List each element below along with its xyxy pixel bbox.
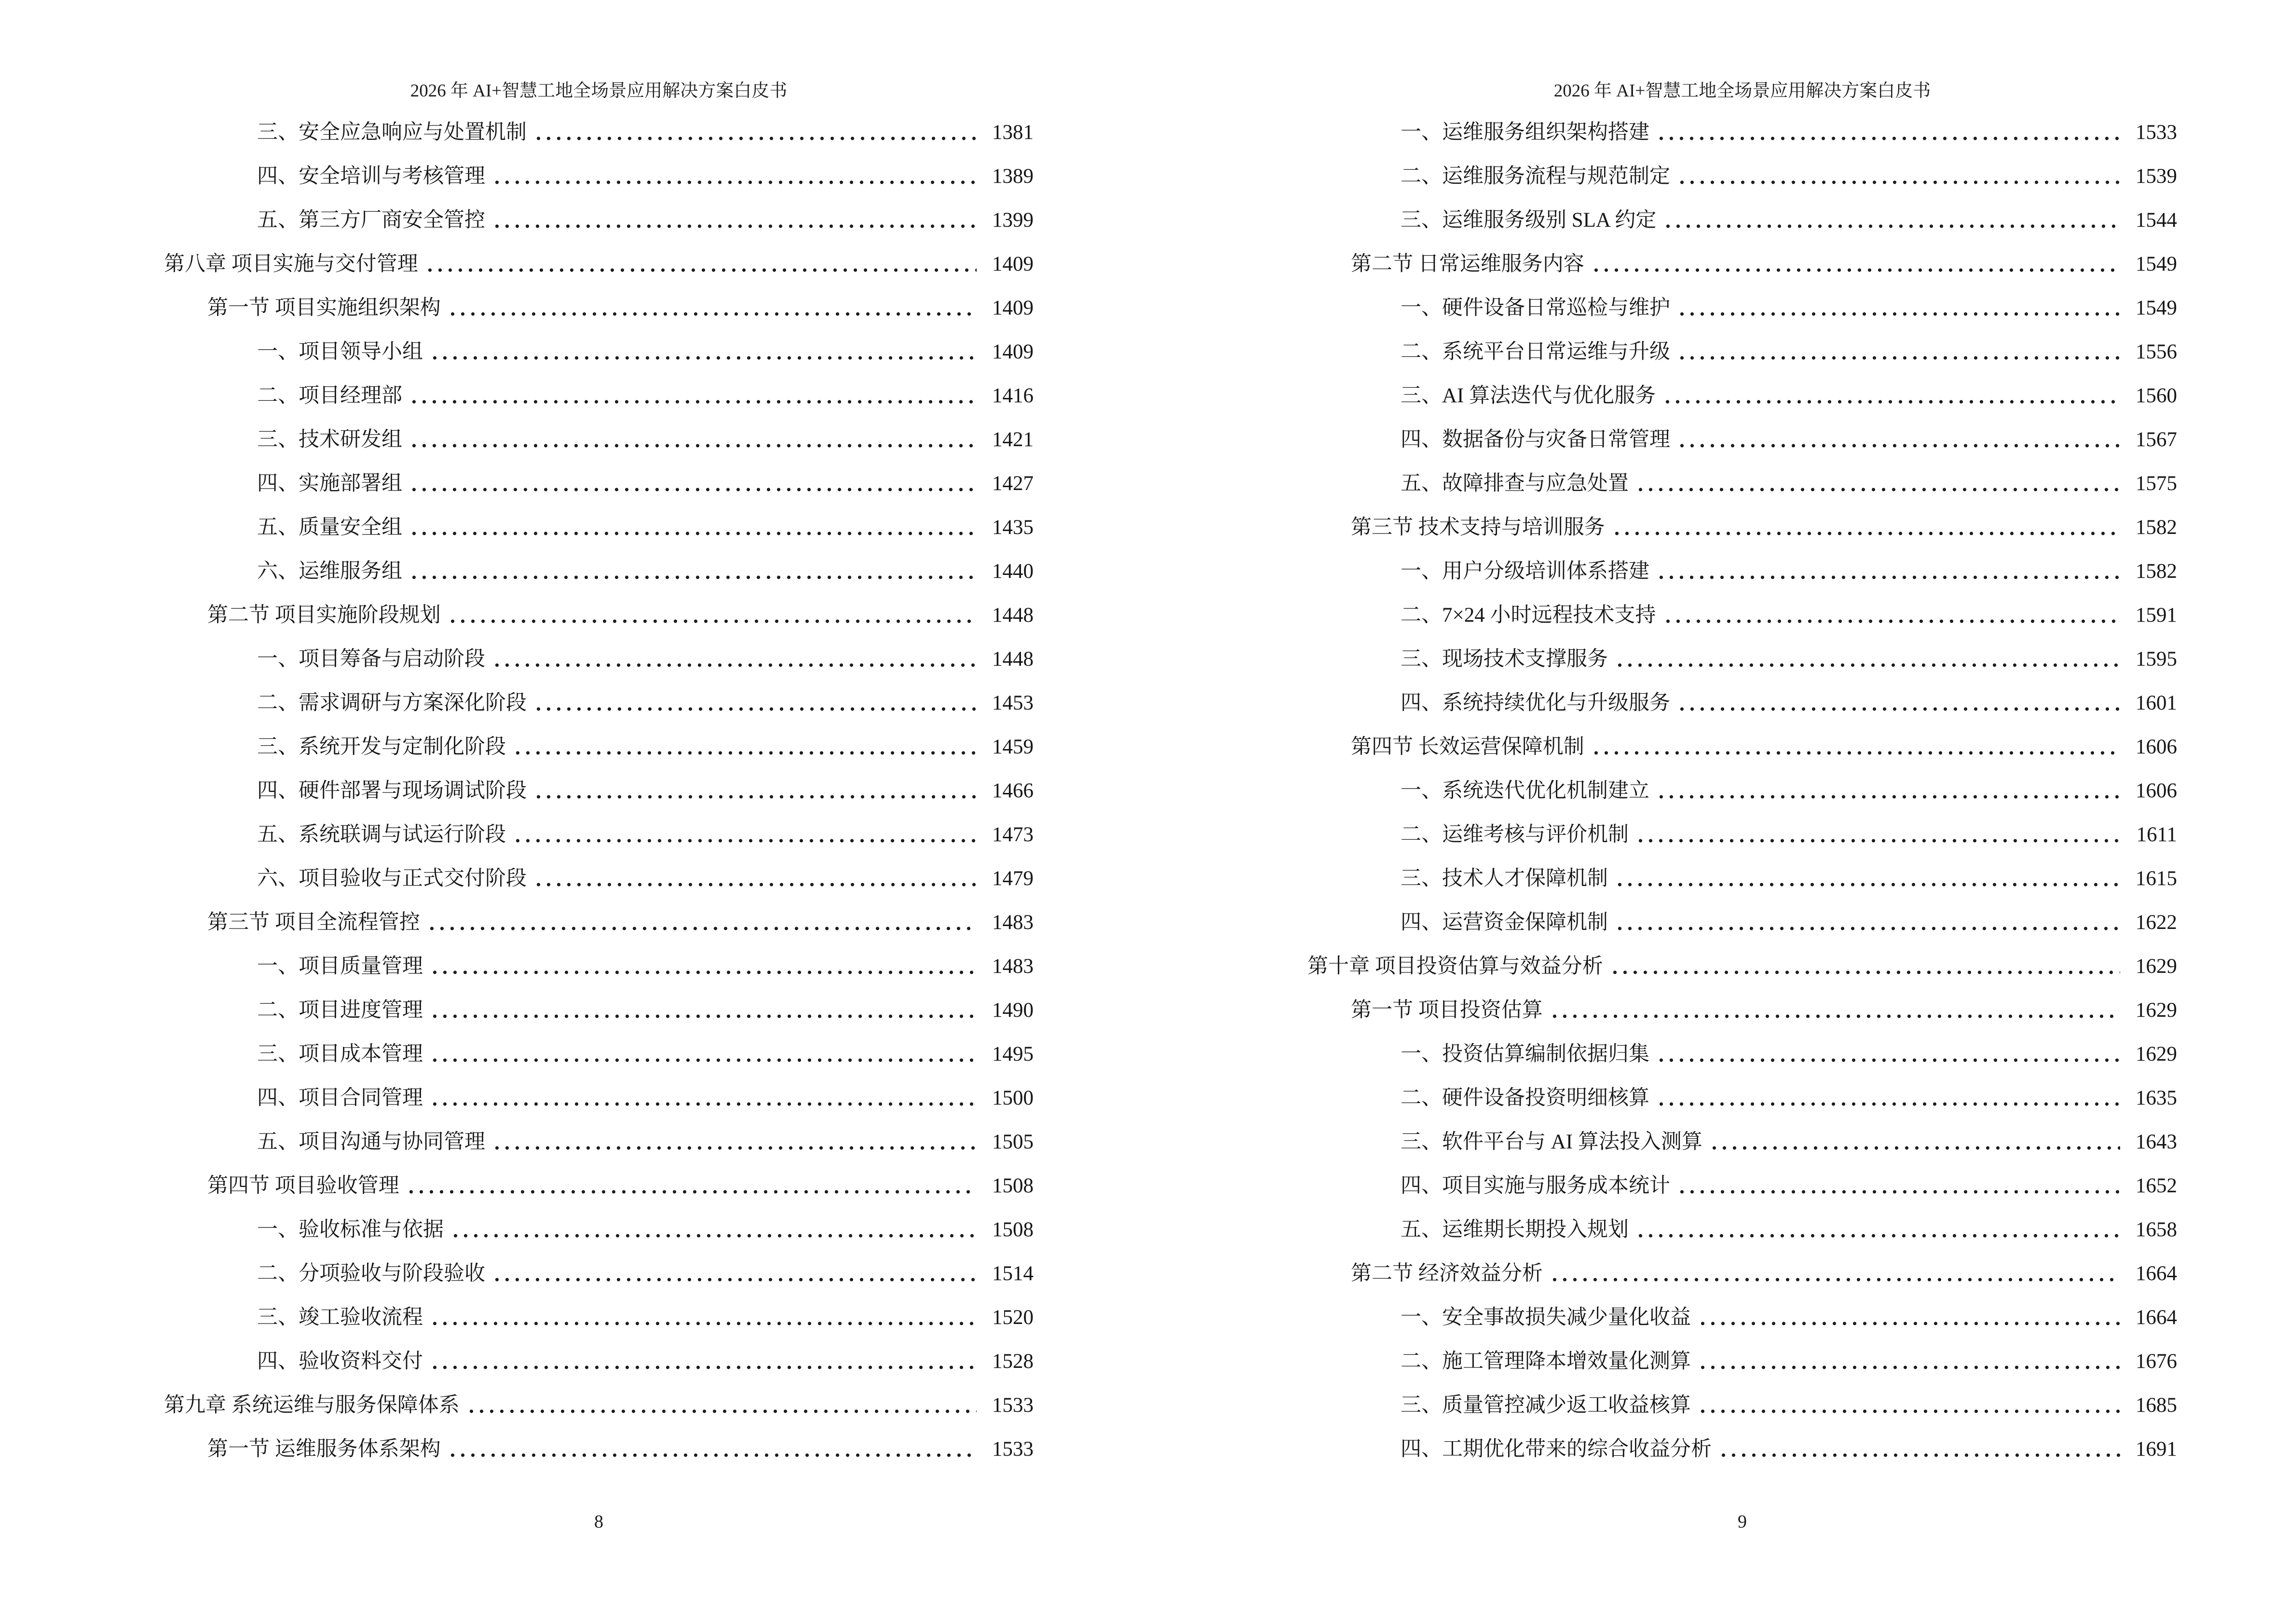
toc-entry-title: 第三节 技术支持与培训服务	[1351, 516, 1605, 539]
toc-entry-page: 1539	[2136, 165, 2177, 188]
toc-entry[interactable]	[1307, 100, 2177, 144]
toc-entry-page: 1440	[992, 560, 1034, 583]
toc-entry[interactable]	[1307, 583, 2177, 627]
toc-entry-title: 三、技术研发组	[257, 428, 402, 451]
toc-entry-page: 1533	[992, 1394, 1034, 1417]
dot-leader	[492, 1131, 977, 1153]
toc-entry[interactable]	[164, 144, 1034, 188]
toc-entry[interactable]	[1307, 188, 2177, 232]
toc-entry-page: 1549	[2136, 253, 2177, 275]
toc-entry-title: 二、项目经理部	[257, 384, 402, 407]
toc-entry-title: 五、运维期长期投入规划	[1401, 1218, 1629, 1241]
toc-entry-title: 四、系统持续优化与升级服务	[1401, 692, 1670, 714]
dot-leader	[425, 253, 977, 275]
toc-entry-title: 四、验收资料交付	[257, 1350, 423, 1373]
toc-entry[interactable]	[164, 890, 1034, 934]
dot-leader	[1550, 1263, 2120, 1285]
toc-entry[interactable]	[164, 275, 1034, 319]
toc-entry-page: 1466	[992, 779, 1034, 802]
toc-entry[interactable]	[1307, 1109, 2177, 1153]
toc-entry-title: 一、硬件设备日常巡检与维护	[1401, 297, 1670, 319]
toc-entry[interactable]	[164, 1153, 1034, 1197]
toc-entry[interactable]	[164, 363, 1034, 407]
dot-leader	[492, 1263, 977, 1285]
toc-entry-title: 二、需求调研与方案深化阶段	[257, 692, 527, 714]
toc-entry-title: 一、项目领导小组	[257, 341, 423, 363]
toc-entry-page: 1664	[2136, 1306, 2177, 1329]
toc-entry-title: 第九章 系统运维与服务保障体系	[164, 1394, 460, 1417]
toc-entry-title: 一、安全事故损失减少量化收益	[1401, 1306, 1691, 1329]
toc-entry[interactable]	[164, 670, 1034, 714]
dot-leader	[1698, 1394, 2120, 1417]
toc-entry-title: 第二节 日常运维服务内容	[1351, 253, 1584, 275]
toc-entry-page: 1533	[992, 1438, 1034, 1460]
toc-entry-page: 1582	[2136, 516, 2177, 539]
toc-entry-title: 三、现场技术支撑服务	[1401, 648, 1608, 670]
toc-entry-title: 第三节 项目全流程管控	[207, 911, 420, 934]
toc-entry[interactable]	[164, 758, 1034, 802]
toc-entry[interactable]	[1307, 978, 2177, 1022]
toc-entry[interactable]	[164, 1241, 1034, 1285]
toc-entry-page: 1615	[2136, 867, 2177, 890]
toc-entry-page: 1658	[2136, 1218, 2177, 1241]
toc-entry-title: 二、运维服务流程与规范制定	[1401, 165, 1670, 188]
page-number: 9	[1738, 1512, 1747, 1532]
dot-leader	[430, 1043, 977, 1065]
dot-leader	[430, 955, 977, 978]
toc-entry-title: 四、实施部署组	[257, 472, 402, 495]
toc-entry-page: 1685	[2136, 1394, 2177, 1417]
toc-entry-page: 1606	[2136, 736, 2177, 758]
toc-entry-title: 第八章 项目实施与交付管理	[164, 253, 418, 275]
toc-entry[interactable]	[1307, 495, 2177, 539]
toc-entry-page: 1691	[2136, 1438, 2177, 1460]
toc-entry-title: 二、系统平台日常运维与升级	[1401, 341, 1670, 363]
dot-leader	[1656, 1043, 2120, 1065]
toc-entry[interactable]	[164, 714, 1034, 758]
toc-entry-page: 1409	[992, 253, 1034, 275]
toc-entry-title: 第二节 项目实施阶段规划	[207, 604, 441, 627]
toc-entry[interactable]	[1307, 144, 2177, 188]
toc-entry[interactable]	[164, 583, 1034, 627]
toc-entry-page: 1459	[992, 736, 1034, 758]
dot-leader	[1677, 429, 2120, 451]
toc-entry[interactable]	[1307, 1022, 2177, 1065]
toc-entry-page: 1490	[992, 999, 1034, 1022]
toc-entry-title: 五、故障排查与应急处置	[1401, 472, 1629, 495]
toc-entry-page: 1528	[992, 1350, 1034, 1373]
toc-entry[interactable]	[164, 978, 1034, 1022]
toc-entry[interactable]	[1307, 1285, 2177, 1329]
toc-entry[interactable]	[1307, 934, 2177, 978]
toc-entry[interactable]	[1307, 1153, 2177, 1197]
dot-leader	[1656, 780, 2120, 802]
toc-entry-page: 1416	[992, 384, 1034, 407]
dot-leader	[466, 1394, 977, 1417]
toc-entry-page: 1483	[992, 911, 1034, 934]
dot-leader	[409, 560, 977, 583]
dot-leader	[1709, 1131, 2120, 1153]
dot-leader	[1635, 1219, 2120, 1241]
toc-entry-page: 1629	[2136, 1043, 2177, 1065]
toc-entry[interactable]	[1307, 319, 2177, 363]
toc-entry[interactable]	[1307, 451, 2177, 495]
dot-leader	[1698, 1351, 2120, 1373]
toc-entry[interactable]	[1307, 802, 2177, 846]
toc-entry-page: 1606	[2136, 779, 2177, 802]
toc-entry-page: 1508	[992, 1218, 1034, 1241]
dot-leader	[406, 1175, 977, 1197]
toc-entry-page: 1389	[992, 165, 1034, 188]
toc-entry-title: 第四节 项目验收管理	[207, 1174, 399, 1197]
toc-entry-page: 1635	[2136, 1087, 2177, 1109]
toc-entry[interactable]	[1307, 890, 2177, 934]
toc-entry[interactable]	[164, 232, 1034, 275]
dot-leader	[1610, 955, 2120, 978]
toc-entry-title: 五、第三方厂商安全管控	[257, 209, 485, 232]
toc-entry-title: 一、投资估算编制依据归集	[1401, 1043, 1649, 1065]
toc-entry-page: 1473	[992, 823, 1034, 846]
toc-entry-page: 1611	[2136, 823, 2177, 846]
toc-entry-title: 六、运维服务组	[257, 560, 402, 583]
page-number: 8	[594, 1512, 603, 1532]
dot-leader	[430, 1087, 977, 1109]
dot-leader	[409, 473, 977, 495]
toc-entry-page: 1591	[2136, 604, 2177, 627]
running-header: 2026 年 AI+智慧工地全场景应用解决方案白皮书	[1553, 81, 1931, 101]
dot-leader	[1635, 473, 2120, 495]
toc-entry-title: 第四节 长效运营保障机制	[1351, 736, 1584, 758]
toc-entry-title: 五、项目沟通与协同管理	[257, 1131, 485, 1153]
dot-leader	[450, 1219, 977, 1241]
toc-entry-title: 二、运维考核与评价机制	[1401, 823, 1629, 846]
toc-entry-page: 1575	[2136, 472, 2177, 495]
dot-leader	[533, 780, 977, 802]
toc-entry[interactable]	[1307, 232, 2177, 275]
dot-leader	[1656, 1087, 2120, 1109]
dot-leader	[513, 736, 977, 758]
toc-entry[interactable]	[164, 1373, 1034, 1417]
toc-entry-title: 第一节 项目投资估算	[1351, 999, 1543, 1022]
toc-entry-title: 一、用户分级培训体系搭建	[1401, 560, 1649, 583]
toc-entry[interactable]	[164, 539, 1034, 583]
toc-entry-title: 四、数据备份与灾备日常管理	[1401, 428, 1670, 451]
toc-entry-title: 四、硬件部署与现场调试阶段	[257, 779, 527, 802]
dot-leader	[1656, 560, 2120, 583]
toc-entry[interactable]	[164, 188, 1034, 232]
toc-entry[interactable]	[164, 319, 1034, 363]
toc-entry-page: 1601	[2136, 692, 2177, 714]
dot-leader	[492, 165, 977, 188]
dot-leader	[1698, 1307, 2120, 1329]
toc-list	[164, 100, 1034, 1460]
toc-entry-title: 一、项目筹备与启动阶段	[257, 648, 485, 670]
toc-entry-page: 1544	[2136, 209, 2177, 232]
toc-entry[interactable]	[1307, 1329, 2177, 1373]
dot-leader	[1663, 604, 2120, 627]
toc-entry-page: 1500	[992, 1087, 1034, 1109]
toc-entry-page: 1483	[992, 955, 1034, 978]
dot-leader	[448, 604, 977, 627]
toc-entry[interactable]	[1307, 627, 2177, 670]
toc-entry-page: 1381	[992, 121, 1034, 144]
toc-entry-title: 三、AI 算法迭代与优化服务	[1401, 384, 1656, 407]
toc-entry-page: 1582	[2136, 560, 2177, 583]
toc-entry-title: 三、安全应急响应与处置机制	[257, 121, 527, 144]
toc-entry[interactable]	[1307, 275, 2177, 319]
toc-entry-title: 三、项目成本管理	[257, 1043, 423, 1065]
dot-leader	[1718, 1438, 2120, 1460]
toc-entry[interactable]	[164, 451, 1034, 495]
dot-leader	[533, 122, 977, 144]
toc-entry-page: 1652	[2136, 1174, 2177, 1197]
toc-entry-title: 二、项目进度管理	[257, 999, 423, 1022]
toc-entry-title: 二、7×24 小时远程技术支持	[1401, 604, 1656, 627]
dot-leader	[533, 868, 977, 890]
dot-leader	[492, 209, 977, 232]
toc-entry-title: 四、工期优化带来的综合收益分析	[1401, 1438, 1712, 1460]
toc-entry-page: 1514	[992, 1262, 1034, 1285]
dot-leader	[448, 1438, 977, 1460]
toc-entry-page: 1399	[992, 209, 1034, 232]
toc-entry[interactable]	[1307, 363, 2177, 407]
toc-entry-title: 二、施工管理降本增效量化测算	[1401, 1350, 1691, 1373]
toc-entry[interactable]	[164, 1417, 1034, 1460]
toc-entry-title: 四、运营资金保障机制	[1401, 911, 1608, 934]
dot-leader	[1677, 341, 2120, 363]
dot-leader	[409, 429, 977, 451]
toc-entry[interactable]	[164, 627, 1034, 670]
dot-leader	[1635, 824, 2121, 846]
toc-entry-title: 三、软件平台与 AI 算法投入测算	[1401, 1131, 1702, 1153]
toc-entry[interactable]	[164, 1065, 1034, 1109]
dot-leader	[1677, 165, 2120, 188]
toc-entry-page: 1421	[992, 428, 1034, 451]
toc-entry-page: 1629	[2136, 955, 2177, 978]
toc-entry-page: 1676	[2136, 1350, 2177, 1373]
toc-entry[interactable]	[164, 846, 1034, 890]
dot-leader	[448, 297, 977, 319]
toc-entry-page: 1643	[2136, 1131, 2177, 1153]
toc-entry[interactable]	[1307, 846, 2177, 890]
toc-entry-title: 一、运维服务组织架构搭建	[1401, 121, 1649, 144]
toc-entry[interactable]	[164, 1109, 1034, 1153]
toc-entry[interactable]	[1307, 1241, 2177, 1285]
toc-entry-page: 1595	[2136, 648, 2177, 670]
toc-entry[interactable]	[1307, 1197, 2177, 1241]
toc-entry-title: 五、质量安全组	[257, 516, 402, 539]
dot-leader	[409, 517, 977, 539]
toc-entry[interactable]	[1307, 758, 2177, 802]
toc-entry[interactable]	[1307, 1065, 2177, 1109]
dot-leader	[430, 1307, 977, 1329]
toc-entry[interactable]	[1307, 714, 2177, 758]
toc-entry-page: 1453	[992, 692, 1034, 714]
toc-entry[interactable]	[164, 1022, 1034, 1065]
toc-entry-title: 五、系统联调与试运行阶段	[257, 823, 506, 846]
toc-entry-page: 1520	[992, 1306, 1034, 1329]
toc-entry-title: 四、安全培训与考核管理	[257, 165, 485, 188]
running-header: 2026 年 AI+智慧工地全场景应用解决方案白皮书	[410, 81, 788, 101]
dot-leader	[1677, 297, 2120, 319]
dot-leader	[1656, 122, 2120, 144]
toc-entry-title: 三、质量管控减少返工收益核算	[1401, 1394, 1691, 1417]
toc-entry-title: 第二节 经济效益分析	[1351, 1262, 1543, 1285]
dot-leader	[533, 692, 977, 714]
dot-leader	[430, 999, 977, 1022]
dot-leader	[1615, 868, 2120, 890]
toc-entry-page: 1629	[2136, 999, 2177, 1022]
dot-leader	[1662, 385, 2120, 407]
toc-entry[interactable]	[164, 934, 1034, 978]
toc-entry[interactable]	[164, 407, 1034, 451]
toc-entry[interactable]	[164, 100, 1034, 144]
toc-entry-page: 1448	[992, 648, 1034, 670]
toc-entry-page: 1549	[2136, 297, 2177, 319]
toc-entry-title: 三、运维服务级别 SLA 约定	[1401, 209, 1657, 232]
toc-entry-title: 一、验收标准与依据	[257, 1218, 444, 1241]
dot-leader	[513, 824, 977, 846]
toc-entry-page: 1664	[2136, 1262, 2177, 1285]
toc-list	[1307, 100, 2177, 1460]
toc-entry-page: 1495	[992, 1043, 1034, 1065]
toc-entry-page: 1435	[992, 516, 1034, 539]
toc-entry-title: 第十章 项目投资估算与效益分析	[1307, 955, 1603, 978]
toc-entry-page: 1556	[2136, 341, 2177, 363]
toc-entry-title: 第一节 运维服务体系架构	[207, 1438, 441, 1460]
toc-entry-page: 1409	[992, 341, 1034, 363]
toc-entry-title: 二、分项验收与阶段验收	[257, 1262, 485, 1285]
dot-leader	[1677, 692, 2120, 714]
toc-entry[interactable]	[164, 1329, 1034, 1373]
toc-page-right	[1144, 0, 2287, 1624]
dot-leader	[409, 385, 977, 407]
toc-entry-title: 四、项目合同管理	[257, 1087, 423, 1109]
toc-entry[interactable]	[1307, 407, 2177, 451]
toc-entry[interactable]	[1307, 1373, 2177, 1417]
toc-entry-title: 六、项目验收与正式交付阶段	[257, 867, 527, 890]
toc-entry[interactable]	[1307, 670, 2177, 714]
dot-leader	[1591, 736, 2120, 758]
toc-entry-title: 一、项目质量管理	[257, 955, 423, 978]
toc-entry-page: 1427	[992, 472, 1034, 495]
toc-entry-page: 1533	[2136, 121, 2177, 144]
dot-leader	[1677, 1175, 2120, 1197]
dot-leader	[1612, 517, 2120, 539]
toc-entry-title: 四、项目实施与服务成本统计	[1401, 1174, 1670, 1197]
toc-entry-page: 1409	[992, 297, 1034, 319]
toc-entry-title: 二、硬件设备投资明细核算	[1401, 1087, 1649, 1109]
toc-entry-page: 1567	[2136, 428, 2177, 451]
dot-leader	[1550, 999, 2120, 1022]
toc-entry-page: 1448	[992, 604, 1034, 627]
toc-entry-page: 1505	[992, 1131, 1034, 1153]
dot-leader	[430, 341, 977, 363]
toc-entry[interactable]	[164, 802, 1034, 846]
toc-entry-title: 第一节 项目实施组织架构	[207, 297, 441, 319]
toc-entry-page: 1622	[2136, 911, 2177, 934]
dot-leader	[1591, 253, 2120, 275]
toc-entry-page: 1479	[992, 867, 1034, 890]
dot-leader	[1663, 209, 2120, 232]
dot-leader	[1615, 648, 2120, 670]
toc-entry-title: 三、竣工验收流程	[257, 1306, 423, 1329]
toc-entry[interactable]	[1307, 539, 2177, 583]
toc-entry-page: 1508	[992, 1174, 1034, 1197]
toc-entry-title: 三、技术人才保障机制	[1401, 867, 1608, 890]
toc-entry[interactable]	[164, 1197, 1034, 1241]
dot-leader	[430, 1351, 977, 1373]
dot-leader	[492, 648, 977, 670]
toc-entry[interactable]	[164, 1285, 1034, 1329]
dot-leader	[427, 912, 977, 934]
toc-entry[interactable]	[1307, 1417, 2177, 1460]
toc-entry-page: 1560	[2136, 384, 2177, 407]
toc-entry[interactable]	[164, 495, 1034, 539]
dot-leader	[1615, 912, 2120, 934]
toc-entry-title: 三、系统开发与定制化阶段	[257, 736, 506, 758]
toc-entry-title: 一、系统迭代优化机制建立	[1401, 779, 1649, 802]
